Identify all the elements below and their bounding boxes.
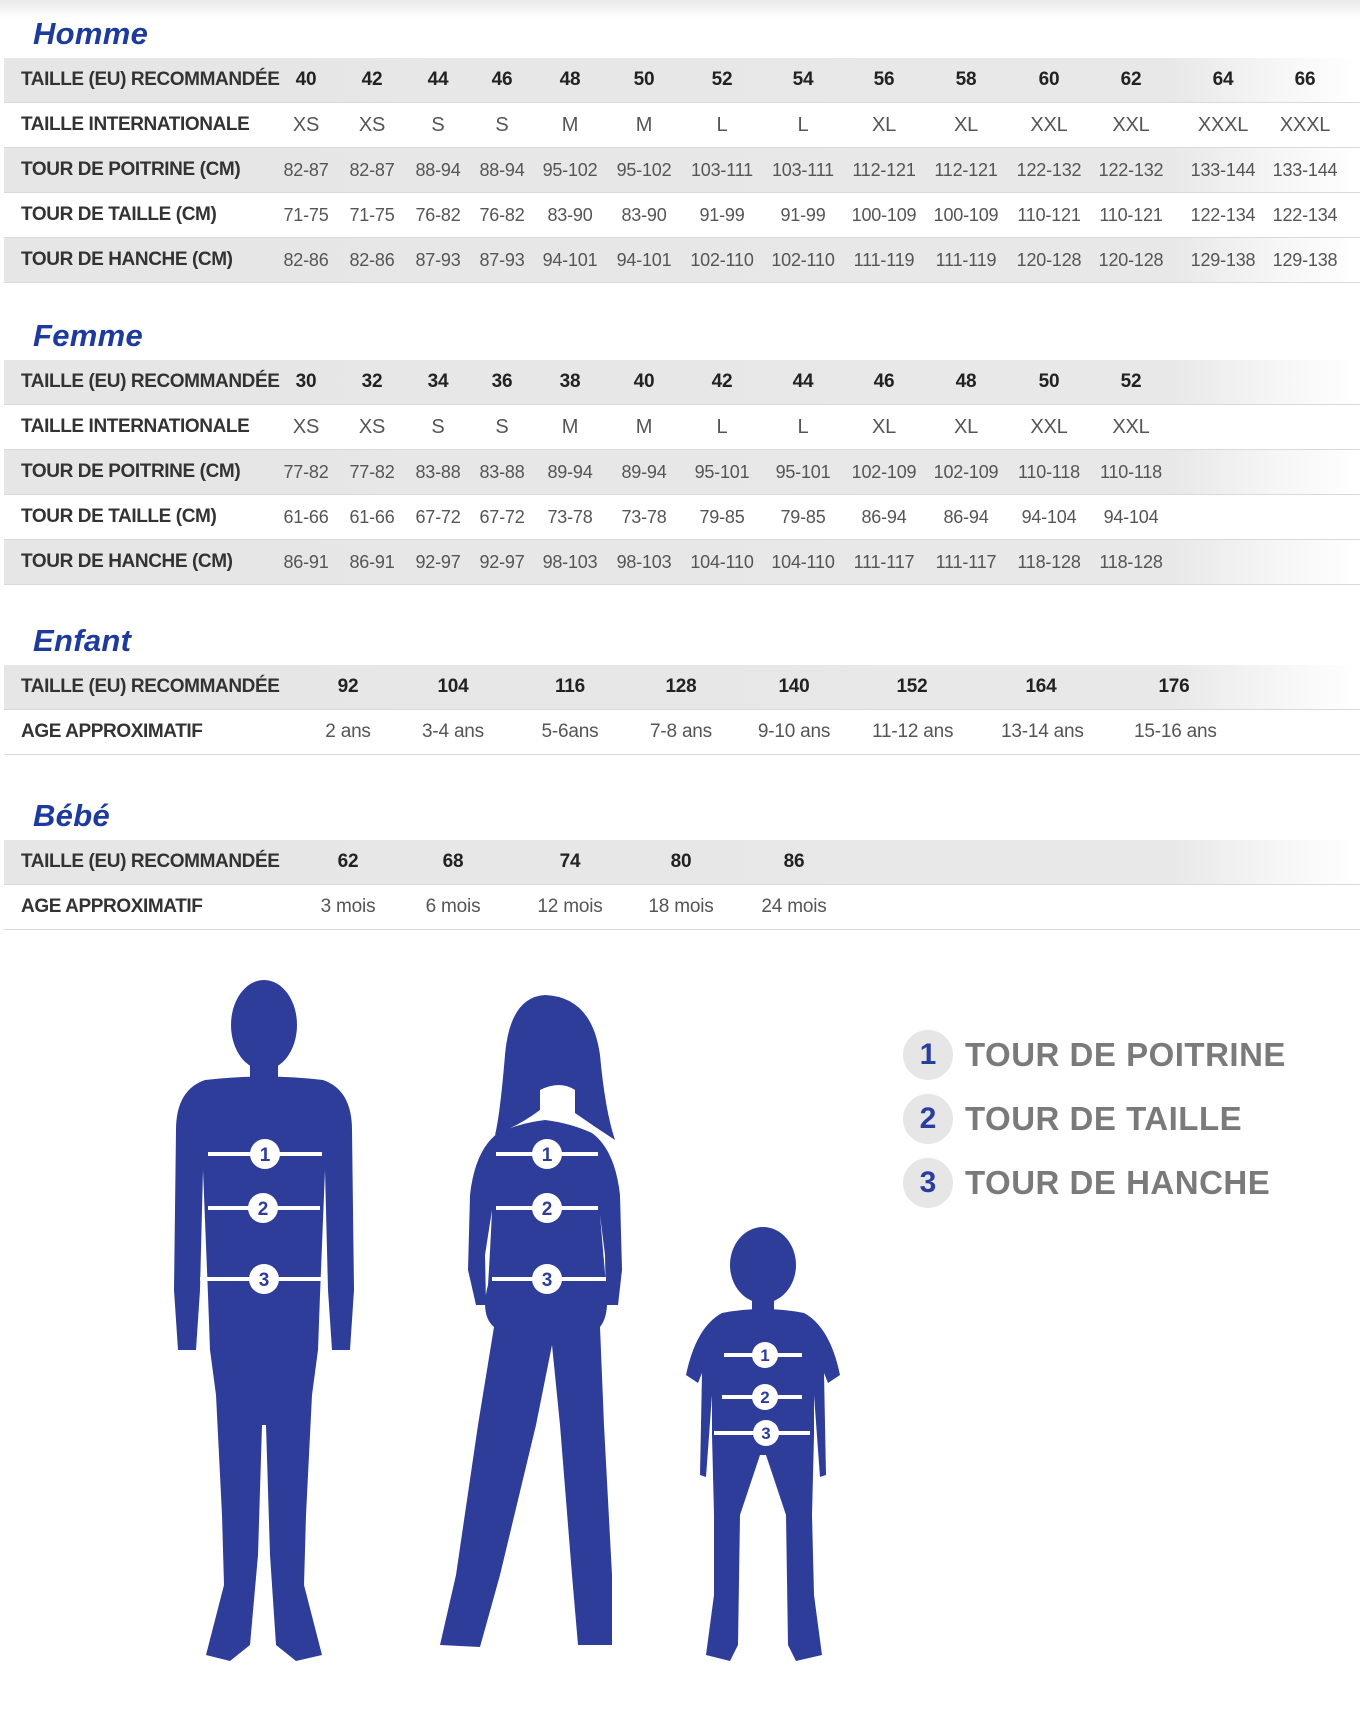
table-cell: M	[561, 416, 579, 438]
section-title-bebe: Bébé	[33, 798, 111, 833]
table-cell: XXXL	[1197, 114, 1249, 136]
table-cell: 82-86	[349, 250, 395, 270]
table-cell: S	[431, 416, 445, 438]
table-cell: 61-66	[283, 507, 329, 527]
table-cell: 118-128	[1017, 552, 1081, 572]
marker-2: 2	[760, 1388, 770, 1407]
table-cell: 34	[427, 371, 449, 392]
table-cell: S	[495, 416, 509, 438]
table-cell: 71-75	[349, 205, 395, 225]
table-cell: 95-101	[775, 462, 831, 482]
table-cell: 66	[1294, 69, 1316, 90]
table-cell: 102-110	[771, 250, 835, 270]
marker-3: 3	[258, 1270, 270, 1291]
table-cell: 24 mois	[761, 896, 827, 917]
table-cell: XXXL	[1279, 114, 1331, 136]
table-cell: 120-128	[1016, 250, 1082, 270]
table-cell: 104-110	[690, 552, 754, 572]
table-row	[4, 58, 1360, 103]
table-cell: 95-101	[694, 462, 750, 482]
marker-1: 1	[541, 1145, 553, 1166]
section-title-homme: Homme	[33, 16, 149, 51]
table-cell: 77-82	[283, 462, 329, 482]
table-cell: 91-99	[780, 205, 826, 225]
table-cell: 71-75	[283, 205, 329, 225]
table-cell: 128	[665, 676, 697, 697]
table-cell: 12 mois	[537, 896, 603, 917]
table-cell: 46	[491, 69, 513, 90]
table-cell: 56	[873, 69, 895, 90]
table-row	[4, 103, 1360, 148]
table-cell: 5-6ans	[541, 721, 599, 742]
table-cell: 2 ans	[325, 721, 371, 742]
row-label: TAILLE (EU) RECOMMANDÉE	[21, 69, 280, 90]
row-label: TOUR DE POITRINE (CM)	[21, 461, 241, 482]
table-cell: 102-109	[933, 462, 999, 482]
marker-3: 3	[761, 1424, 771, 1443]
table-cell: XXL	[1112, 114, 1150, 136]
table-cell: 98-103	[616, 552, 672, 572]
table-cell: 32	[361, 371, 383, 392]
table-cell: 48	[955, 371, 977, 392]
marker-2: 2	[257, 1199, 269, 1220]
table-cell: 42	[711, 371, 733, 392]
table-cell: 44	[427, 69, 449, 90]
table-cell: 42	[361, 69, 383, 90]
table-cell: 88-94	[479, 160, 525, 180]
table-cell: 104-110	[771, 552, 835, 572]
table-cell: 48	[559, 69, 581, 90]
table-cell: 83-88	[479, 462, 525, 482]
table-cell: 92	[337, 676, 359, 697]
table-cell: 83-88	[415, 462, 461, 482]
row-label: TAILLE (EU) RECOMMANDÉE	[21, 851, 280, 872]
table-cell: M	[561, 114, 579, 136]
table-cell: 133-144	[1190, 160, 1256, 180]
table-row	[4, 450, 1360, 495]
table-row	[4, 665, 1360, 710]
table-cell: XL	[871, 416, 897, 438]
table-row	[4, 360, 1360, 405]
table-cell: 122-132	[1098, 160, 1164, 180]
table-cell: 110-121	[1017, 205, 1081, 225]
table-cell: 86-94	[943, 507, 989, 527]
table-cell: 83-90	[621, 205, 667, 225]
table-cell: 129-138	[1190, 250, 1256, 270]
size-table-bebe	[4, 840, 1360, 930]
table-cell: 133-144	[1272, 160, 1338, 180]
table-row	[4, 193, 1360, 238]
table-cell: 152	[896, 676, 928, 697]
table-cell: XL	[871, 114, 897, 136]
table-cell: 86-91	[283, 552, 329, 572]
table-row	[4, 238, 1360, 283]
row-label: TAILLE INTERNATIONALE	[21, 114, 250, 135]
table-cell: 67-72	[479, 507, 525, 527]
size-table-homme	[4, 58, 1360, 283]
table-cell: 89-94	[621, 462, 667, 482]
table-cell: 120-128	[1098, 250, 1164, 270]
table-cell: 92-97	[415, 552, 461, 572]
table-cell: 82-87	[283, 160, 329, 180]
table-cell: XS	[292, 114, 320, 136]
table-cell: L	[797, 416, 809, 438]
man-silhouette-icon	[174, 980, 354, 1661]
table-cell: 64	[1212, 69, 1234, 90]
table-cell: 111-119	[935, 250, 997, 270]
table-cell: 52	[1120, 371, 1142, 392]
row-label: TOUR DE TAILLE (CM)	[21, 506, 217, 527]
top-shadow	[0, 0, 1360, 18]
table-cell: 79-85	[699, 507, 745, 527]
table-cell: 62	[337, 851, 359, 872]
legend-number: 1	[903, 1030, 953, 1080]
table-cell: 9-10 ans	[757, 721, 831, 742]
row-label: AGE APPROXIMATIF	[21, 896, 203, 917]
table-cell: 104	[437, 676, 469, 697]
table-cell: 76-82	[415, 205, 461, 225]
table-cell: S	[495, 114, 509, 136]
size-table-femme	[4, 360, 1360, 585]
legend-label: TOUR DE HANCHE	[965, 1164, 1271, 1201]
row-label: TAILLE (EU) RECOMMANDÉE	[21, 371, 280, 392]
table-cell: 89-94	[547, 462, 593, 482]
marker-3: 3	[541, 1270, 553, 1291]
table-cell: 110-118	[1018, 462, 1080, 482]
table-cell: 3 mois	[320, 896, 376, 917]
section-title-femme: Femme	[33, 318, 144, 353]
row-label: TOUR DE HANCHE (CM)	[21, 551, 233, 572]
marker-1: 1	[760, 1346, 770, 1365]
table-cell: 91-99	[699, 205, 745, 225]
table-cell: 50	[633, 69, 655, 90]
legend-number: 3	[903, 1158, 953, 1208]
table-cell: 73-78	[621, 507, 667, 527]
body-measurement-figures	[0, 955, 880, 1675]
table-cell: 87-93	[479, 250, 525, 270]
table-cell: 103-111	[772, 160, 834, 180]
table-cell: 54	[792, 69, 814, 90]
table-cell: 86-91	[349, 552, 395, 572]
table-cell: 74	[559, 851, 581, 872]
table-cell: 40	[633, 371, 655, 392]
table-cell: 94-101	[616, 250, 672, 270]
table-cell: L	[716, 416, 728, 438]
table-cell: 7-8 ans	[650, 721, 712, 742]
table-cell: XXL	[1112, 416, 1150, 438]
table-cell: 76-82	[479, 205, 525, 225]
table-row	[4, 405, 1360, 450]
section-title-enfant: Enfant	[33, 623, 132, 658]
table-row	[4, 710, 1360, 755]
table-cell: 86-94	[861, 507, 907, 527]
table-cell: XS	[292, 416, 320, 438]
table-cell: 103-111	[691, 160, 753, 180]
table-cell: L	[716, 114, 728, 136]
table-row	[4, 148, 1360, 193]
table-cell: 88-94	[415, 160, 461, 180]
table-cell: 94-104	[1021, 507, 1077, 527]
table-cell: 129-138	[1272, 250, 1338, 270]
table-row	[4, 495, 1360, 540]
table-cell: 111-117	[853, 552, 915, 572]
table-cell: 77-82	[349, 462, 395, 482]
table-cell: 111-119	[853, 250, 915, 270]
table-cell: 44	[792, 371, 814, 392]
table-cell: 94-104	[1103, 507, 1159, 527]
table-cell: 79-85	[780, 507, 826, 527]
table-cell: 140	[778, 676, 810, 697]
table-cell: 100-109	[851, 205, 917, 225]
table-cell: 95-102	[542, 160, 598, 180]
table-cell: 67-72	[415, 507, 461, 527]
table-cell: 83-90	[547, 205, 593, 225]
size-table-enfant	[4, 665, 1360, 755]
row-label: TOUR DE TAILLE (CM)	[21, 204, 217, 225]
table-cell: 95-102	[616, 160, 672, 180]
legend-number: 2	[903, 1094, 953, 1144]
table-cell: S	[431, 114, 445, 136]
table-cell: 18 mois	[648, 896, 714, 917]
table-cell: 92-97	[479, 552, 525, 572]
table-cell: XL	[953, 114, 979, 136]
table-cell: 46	[873, 371, 895, 392]
table-cell: 176	[1158, 676, 1190, 697]
table-cell: 116	[554, 676, 586, 697]
table-cell: 100-109	[933, 205, 999, 225]
table-cell: XXL	[1030, 416, 1068, 438]
table-cell: 73-78	[547, 507, 593, 527]
table-cell: XXL	[1030, 114, 1068, 136]
table-row	[4, 840, 1360, 885]
table-cell: 40	[295, 69, 317, 90]
table-cell: 60	[1038, 69, 1060, 90]
table-cell: 11-12 ans	[872, 721, 954, 742]
table-cell: 164	[1025, 676, 1057, 697]
table-cell: 82-87	[349, 160, 395, 180]
table-cell: XL	[953, 416, 979, 438]
table-cell: 122-134	[1272, 205, 1338, 225]
table-cell: 3-4 ans	[422, 721, 484, 742]
table-row	[4, 885, 1360, 930]
legend-label: TOUR DE TAILLE	[965, 1100, 1243, 1137]
table-cell: XS	[358, 114, 386, 136]
table-cell: 62	[1120, 69, 1142, 90]
row-label: TAILLE (EU) RECOMMANDÉE	[21, 676, 280, 697]
row-label: AGE APPROXIMATIF	[21, 721, 203, 742]
table-cell: 30	[295, 371, 317, 392]
table-cell: 118-128	[1099, 552, 1163, 572]
table-cell: 38	[559, 371, 581, 392]
table-cell: 6 mois	[425, 896, 481, 917]
table-row	[4, 540, 1360, 585]
table-cell: 94-101	[542, 250, 598, 270]
table-cell: 36	[491, 371, 513, 392]
table-cell: 112-121	[852, 160, 916, 180]
table-cell: 110-118	[1100, 462, 1162, 482]
table-cell: L	[797, 114, 809, 136]
table-cell: 110-121	[1099, 205, 1163, 225]
table-cell: 87-93	[415, 250, 461, 270]
table-cell: 98-103	[542, 552, 598, 572]
row-label: TOUR DE POITRINE (CM)	[21, 159, 241, 180]
table-cell: 102-109	[851, 462, 917, 482]
table-cell: 82-86	[283, 250, 329, 270]
table-cell: 68	[442, 851, 464, 872]
table-cell: 122-132	[1016, 160, 1082, 180]
row-label: TAILLE INTERNATIONALE	[21, 416, 250, 437]
marker-1: 1	[259, 1145, 271, 1166]
table-cell: 102-110	[690, 250, 754, 270]
table-cell: 13-14 ans	[1001, 721, 1084, 742]
table-cell: M	[635, 114, 653, 136]
table-cell: 86	[783, 851, 805, 872]
row-label: TOUR DE HANCHE (CM)	[21, 249, 233, 270]
table-cell: 15-16 ans	[1134, 721, 1217, 742]
table-cell: 112-121	[934, 160, 998, 180]
table-cell: 52	[711, 69, 733, 90]
table-cell: 50	[1038, 371, 1060, 392]
woman-silhouette-icon	[440, 995, 622, 1647]
legend-label: TOUR DE POITRINE	[965, 1036, 1286, 1073]
table-cell: 122-134	[1190, 205, 1256, 225]
table-cell: M	[635, 416, 653, 438]
marker-2: 2	[541, 1199, 553, 1220]
table-cell: 111-117	[935, 552, 997, 572]
table-cell: 80	[670, 851, 692, 872]
table-cell: 58	[955, 69, 977, 90]
table-cell: 61-66	[349, 507, 395, 527]
table-cell: XS	[358, 416, 386, 438]
